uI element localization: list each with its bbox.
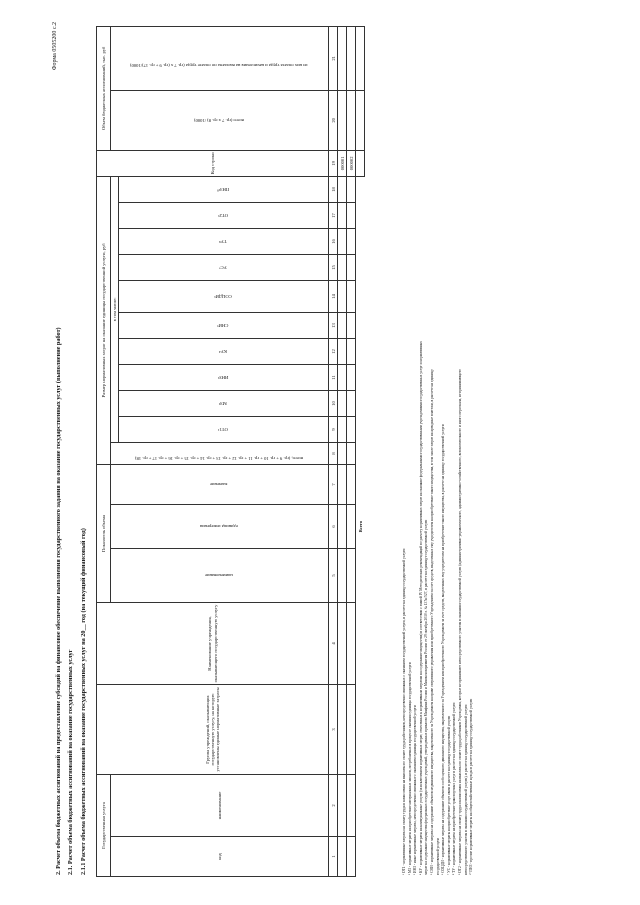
header-sub-pnz: ПНЗ¹⁰: [119, 176, 329, 202]
section-heading-2-1: 2.1. Расчет объема бюджетных ассигнований на оказание государственных услуг: [67, 649, 74, 875]
header-kod-stroki: Код строки: [97, 150, 329, 176]
header-sub-socdi: СОЦДИ⁶: [119, 281, 329, 313]
header-sub-tu: ТУ⁸: [119, 229, 329, 255]
col-num: 16: [329, 229, 338, 255]
footnote: ⁶ СОЦДИ - нормативные затраты на содержание объектов особо ценного движимого имущества, закрепленного за Учреждением или приобретенного Учреждением за счет средств, выделенных ему учредителем на приобретение такого имущества, в расчете на единицу государственной услуги: [441, 424, 446, 875]
col-num: 20: [329, 90, 338, 150]
col-num: 14: [329, 281, 338, 313]
header-sub-ot1: ОТ1¹: [119, 417, 329, 443]
table-row: [347, 26, 356, 876]
header-obem: Объем бюджетных ассигнований, тыс. руб: [97, 26, 111, 150]
col-num: 7: [329, 465, 338, 505]
header-pok-naim: наименование: [111, 549, 329, 603]
footnote: непосредственного участия в оказании государственной услуги), в расчете на единицу государственной услуги: [463, 704, 468, 875]
footnote: ² МЗ - нормативные затраты на приобретение материальных запасов, потребляемых в процессе оказания единицы государственной услуги: [407, 662, 412, 875]
footnote: затрат на содержание имущества федеральных государственных учреждений, утвержденных приказом Минфина России и Минэкономразвития России от 29 октября 2010 г. № 137н/527, в расчете на единицу государственной услуги: [424, 519, 429, 875]
header-sub-inz: ИНЗ³: [119, 365, 329, 391]
header-sub-ot2: ОТ2⁹: [119, 203, 329, 229]
col-num: 15: [329, 255, 338, 281]
footnote: ¹⁰ ПНЗ - прочие нормативные затраты на общехозяйственные нужды в расчете на единицу государственной услуги: [469, 698, 474, 875]
header-pok-ed: единица измерения: [111, 505, 329, 549]
total-row: [356, 26, 365, 876]
col-num: 13: [329, 313, 338, 339]
footnote: ⁸ ТУ - нормативные затраты на приобретение транспортных услуг в расчете на единицу государственной услуги: [452, 702, 457, 875]
footnote: государственной услуги: [435, 838, 440, 875]
section-heading-2-1-1: 2.1.1 Расчет объема бюджетных ассигнований на оказание государственных услуг на 20__ год (на текущий финансовый год): [80, 528, 87, 875]
col-num: 21: [329, 26, 338, 90]
header-sub-mz: МЗ²: [119, 391, 329, 417]
header-naim-uchr: Наименование учреждения, оказывающего государственную услугу: [97, 603, 329, 685]
header-v-tom-chisle: в том числе:: [111, 176, 119, 442]
header-kod: код: [111, 837, 329, 877]
form-code: Форма 0505200 с.2: [52, 22, 58, 71]
col-num: 4: [329, 603, 338, 685]
header-sub-us: УС⁷: [119, 255, 329, 281]
row-code: 000001: [338, 150, 347, 176]
header-pok-zn: значение: [111, 465, 329, 505]
header-pokazatel: Показатель объема: [97, 465, 111, 603]
total-label: Всего: [357, 520, 363, 533]
header-obem-vsego: всего (гр. 7 х гр. 8) /1000): [111, 90, 329, 150]
col-num: 9: [329, 417, 338, 443]
header-gos-usluga: Государственная услуга: [97, 775, 111, 877]
footnote: ⁴ КУ - нормативные затраты на коммунальные услуги (за исключением нормативных затрат, отнесенных к нормативным затратам на содержание имущества) в соответствии с главой IV Методических рекомендаций по расчету нормативных затрат на оказание федеральными государственными учреждениями государственных услуг и нормативных: [418, 341, 423, 875]
col-num: 2: [329, 775, 338, 837]
col-num: 18: [329, 176, 338, 202]
header-sub-ku: КУ⁴: [119, 339, 329, 365]
header-obem-iz-nih: из них оплата труда и начисления на выплаты по оплате труда (гр. 7 х (гр. 9 + гр. 17)/1000): [111, 26, 329, 90]
col-num: 10: [329, 391, 338, 417]
footnote: ⁵ СНИ - нормативные затраты на содержание объектов недвижимого имущества, закрепленного за Учреждением на праве оперативного управления или приобретенного Учреждением за счет средств, выделенных ему учредителем на приобретение такого имущества, в том числе затрат на арендные платежи, в расчете на единицу: [429, 369, 434, 875]
column-number-row: [329, 26, 338, 876]
col-num: 12: [329, 339, 338, 365]
row-code: 000002: [347, 150, 356, 176]
col-num: 11: [329, 365, 338, 391]
footnotes: [402, 55, 475, 875]
section-heading-2: 2. Расчет объема бюджетных ассигнований на предоставление субсидий на финансовое обеспечение выполнения государственного задания на оказание государственных услуг (выполнение работ): [55, 327, 62, 875]
col-num: 3: [329, 685, 338, 775]
col-num: 5: [329, 549, 338, 603]
footnote: ¹ ОТ1 - нормативные затраты на оплату труда и начисления на выплаты по оплате труда работников, непосредственно связанных с оказанием государственной услуги, в расчете на единицу государственной услуги: [402, 548, 406, 875]
footnote: ³ ИНЗ - иные нормативные затраты, непосредственно связанные с оказанием единицы государственной услуги: [413, 705, 418, 875]
header-sub-sni: СНИ⁵: [119, 313, 329, 339]
col-num: 8: [329, 443, 338, 465]
header-naimenovanie: наименование: [111, 775, 329, 837]
budget-allocation-table: [96, 26, 365, 877]
footnote: ⁹ ОТ2 - нормативные затраты на оплату труда и начисления на выплаты по оплате труда работников Учреждения, которые не принимают непосредственного участия в оказании государственной услуги (административно-управленческого, административно-хозяйственного, вспомогательного и иного персонала, не принимающего: [457, 369, 462, 875]
col-num: 17: [329, 203, 338, 229]
footnote: ⁷ УС - нормативные затраты на приобретение услуг связи в расчете на единицу государственной услуги: [446, 715, 451, 875]
col-num: 19: [329, 150, 338, 176]
header-gruppa: Группа учреждений, оказывающих государственную услугу, на которую установлены единые нормативные затраты: [97, 685, 329, 775]
col-num: 1: [329, 837, 338, 877]
col-num: 6: [329, 505, 338, 549]
header-razmer: Размер нормативных затрат на оказание единицы государственной услуги, руб: [97, 176, 111, 464]
table-row: [338, 26, 347, 876]
header-vsego-formula: всего, (гр. 9 + гр. 10 + гр. 11 + гр. 12 + гр. 13 + гр. 14 + гр. 15 + гр. 16 + гр. 17 + гр. 18): [111, 443, 329, 465]
